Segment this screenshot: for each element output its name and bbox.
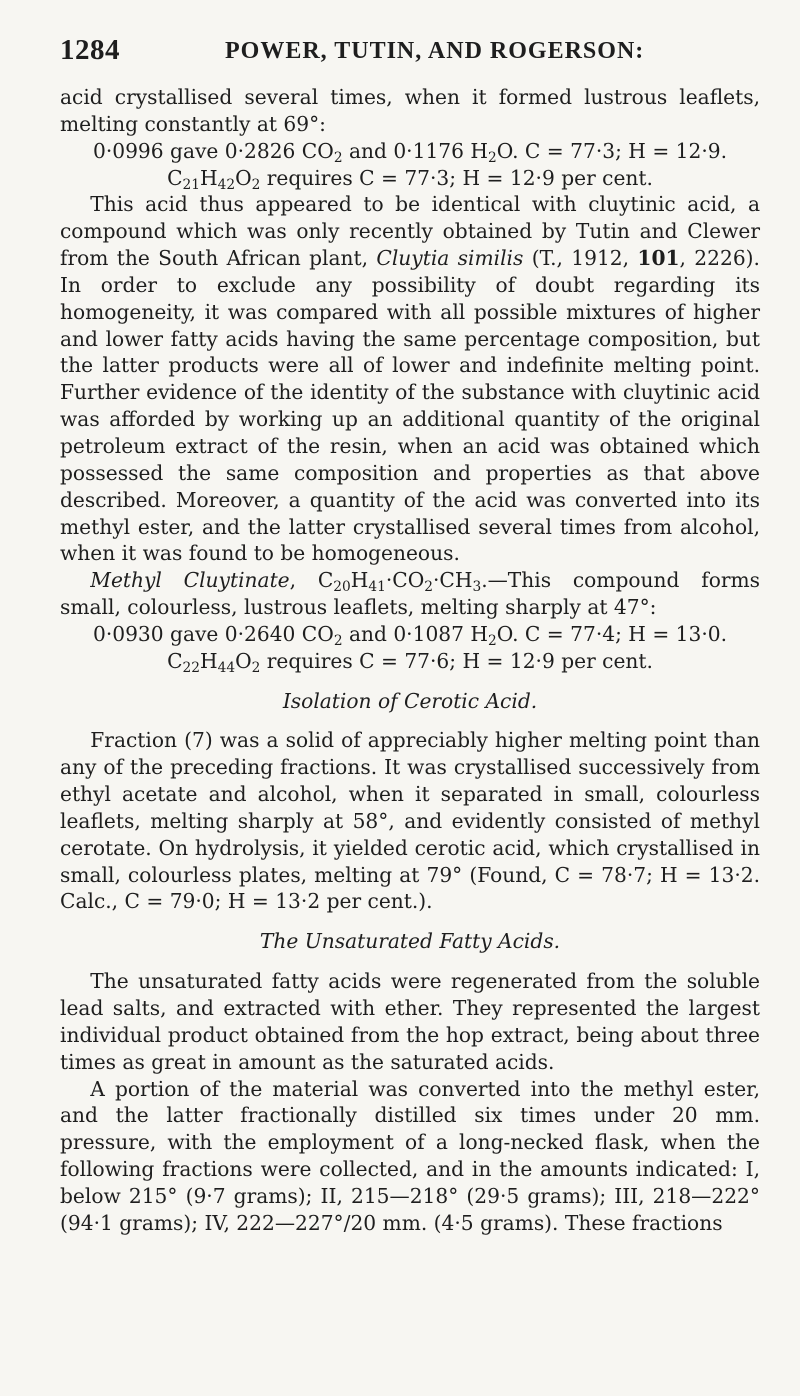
compound-title: Methyl Cluytinate: [90, 568, 290, 593]
paragraph-methyl-cluytinate: Methyl Cluytinate, $C_{20}H_{41}\cdot CO_2\cdot CH_3.—This$ compound forms small, colourless, lustrous leaflets, melting sharply at 47°:: [60, 568, 760, 620]
paragraph-cluytinic-identity: This acid thus appeared to be identical with cluytinic acid, a compound which was only recently obtained by Tutin and Clewer from the South African plant, Cluytia similis (T., 1912, 101, 2226). In order to exclude any possibility of doubt regarding its homogeneity, it was compared with all possible mixtures of higher and lower fatty acids having the same percentage composition, but the latter products were all of lower and indefinite melting point. Further evidence of the identity of the substance with cluytinic acid was afforded by working up an additional quantity of the original petroleum extract of the resin, when an acid was obtained which possessed the same composition and properties as that above described. Moreover, a quantity of the acid was converted into its methyl ester, and the latter crystallised several times from alcohol, when it was found to be homogeneous.: [60, 192, 760, 566]
paragraph-fractional-distillation: A portion of the material was converted into the methyl ester, and the latter fractionally distilled six times under 20 mm. pressure, with the employment of a long-necked flask, when the following fractions were collected, and in the amounts indicated: I, below 215° (9·7 grams); II, 215—218° (29·5 grams); III, 218—222° (94·1 grams); IV, 222—227°/20 mm. (4·5 grams). These fractions: [60, 1076, 760, 1235]
page-number: 1284: [60, 34, 120, 66]
running-title: POWER, TUTIN, AND ROGERSON:: [225, 38, 645, 64]
paragraph-fraction-7: Fraction (7) was a solid of appreciably higher melting point than any of the preceding fractions. It was crystallised successively from ethyl acetate and alcohol, when it separated in small, colourless leaflets, melting sharply at 58°, and evidently consisted of methyl cerotate. On hydrolysis, it yielded cerotic acid, which crystallised in small, colourless plates, melting at 79° (Found, C = 78·7; H = 13·2. Calc., C = 79·0; H = 13·2 per cent.).: [60, 728, 760, 914]
species-name: Cluytia similis: [376, 246, 524, 271]
paragraph-acid-crystallised: acid crystallised several times, when it formed lustrous leaflets, melting constantly at 69°:: [60, 85, 760, 136]
formula-requirement-2: $C_{22}H_{44}O_2$ requires C = 77·6; H = 12·9 per cent.: [167, 648, 653, 676]
section-heading-unsaturated-acids: The Unsaturated Fatty Acids.: [259, 929, 561, 954]
formula-requirement-1: $C_{21}H_{42}O_2$ requires C = 77·3; H = 12·9 per cent.: [167, 165, 653, 193]
volume-number: 101: [637, 246, 680, 271]
page-header: [60, 28, 760, 76]
body-text: [60, 84, 760, 1237]
paragraph-unsaturated-regenerated: The unsaturated fatty acids were regenerated from the soluble lead salts, and extracted with ether. They represented the largest individual product obtained from the hop extract, being about three times as great in amount as the saturated acids.: [60, 969, 760, 1074]
section-heading-cerotic-acid: Isolation of Cerotic Acid.: [282, 688, 538, 713]
analysis-line-2: 0·0930 gave 0·2640 $CO_2$ and 0·1087 $H_2O$. C = 77·4; H = 13·0.: [92, 621, 728, 649]
analysis-line-1: 0·0996 gave 0·2826 $CO_2$ and 0·1176 $H_2O$. C = 77·3; H = 12·9.: [92, 138, 728, 166]
